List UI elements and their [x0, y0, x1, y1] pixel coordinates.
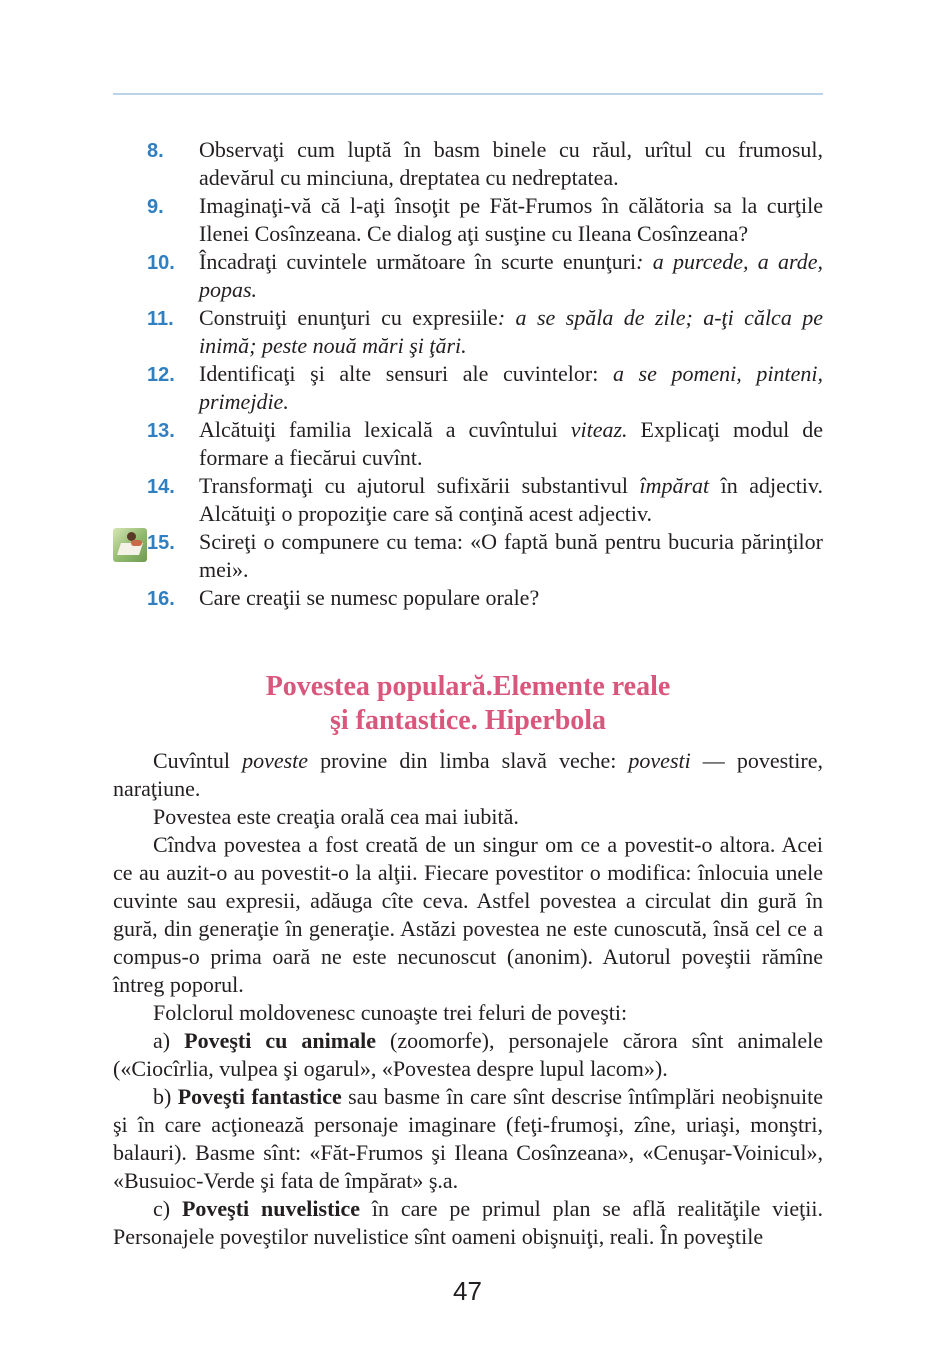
paragraph-bold: Poveşti cu animale: [184, 1028, 376, 1053]
exercise-text: Care creaţii se numesc populare orale?: [199, 585, 540, 610]
exercise-number: 15.: [147, 532, 175, 554]
exercise-item: [113, 360, 823, 416]
exercise-italic: : a se spăla de zile; a-ţi călca pe inimă; peste nouă mări şi ţări.: [199, 305, 823, 358]
exercise-item: [113, 584, 823, 612]
section-title: [113, 670, 823, 738]
exercise-italic: împărat: [639, 473, 710, 498]
paragraph-text: Folclorul moldovenesc cunoaşte trei feluri de poveşti:: [153, 1000, 628, 1025]
exercise-text: Identificaţi şi alte sensuri ale cuvintelor:: [199, 361, 613, 386]
paragraph-bold: Poveşti fantastice: [177, 1084, 342, 1109]
header-rule: [113, 93, 823, 95]
paragraph-text: a): [153, 1028, 185, 1053]
exercise-item: [113, 248, 823, 304]
paragraph-text: Povestea este creaţia orală cea mai iubită.: [153, 804, 519, 829]
exercise-item: [113, 192, 823, 248]
paragraph: [113, 831, 823, 999]
exercise-item: [113, 472, 823, 528]
body-text: [113, 747, 823, 1251]
paragraph-text: sau basme în care sînt descrise întîmplări neobişnuite şi în care acţionează personaje imaginare (feţi-frumoşi, zîne, uriaşi, monştri, balauri). Basme sînt: «Făt-Frumos şi Ileana Cosînzeana», «Cenuşar-Voinicul», «Busuioc-Verde şi fata de împărat» ş.a.: [113, 1084, 823, 1193]
exercise-text: Alcătuiţi familia lexicală a cuvîntului: [199, 417, 571, 442]
exercise-italic: viteaz.: [570, 417, 628, 442]
paragraph: [113, 803, 823, 831]
exercise-number: 11.: [147, 308, 174, 330]
paragraph: [113, 999, 823, 1027]
paragraph: [113, 1195, 823, 1251]
paragraph-italic: poveste: [242, 748, 309, 773]
section-title-line-2: şi fantastice. Hiperbola: [329, 705, 607, 736]
exercise-text: Încadraţi cuvintele următoare în scurte enunţuri: [199, 249, 637, 274]
exercise-number: 16.: [147, 588, 175, 610]
exercise-list: [113, 136, 823, 612]
exercise-text: Observaţi cum luptă în basm binele cu răul, urîtul cu frumosul, adevărul cu minciuna, dreptatea cu nedreptatea.: [199, 137, 823, 190]
section-title-line-1: Povestea populară.Elemente reale: [265, 671, 671, 702]
exercise-item: [113, 416, 823, 472]
exercise-item: [113, 528, 823, 584]
paragraph-italic: povesti: [628, 748, 691, 773]
paragraph: [113, 1027, 823, 1083]
paragraph-text: — povestire, naraţiune.: [113, 748, 824, 801]
exercise-text: Transformaţi cu ajutorul sufixării substantivul: [199, 473, 640, 498]
exercise-number: 8.: [147, 140, 164, 162]
exercise-text: Explicaţi modul de formare a fiecărui cuvînt.: [199, 417, 823, 470]
exercise-italic: : a purcede, a arde, popas.: [199, 249, 824, 302]
exercise-text: Construiţi enunţuri cu expresiile: [199, 305, 498, 330]
paragraph: [113, 1083, 823, 1195]
exercise-item: [113, 136, 823, 192]
exercise-number: 10.: [147, 252, 175, 274]
exercise-text: Scireţi o compunere cu tema: «O faptă bună pentru bucuria părinţilor mei».: [199, 529, 823, 582]
paragraph-text: în care pe primul plan se află realităţile vieţii. Personajele poveştilor nuvelistice sînt oameni obişnuiţi, reali. În poveştile: [113, 1196, 823, 1249]
exercise-text: în adjectiv. Alcătuiţi o propoziţie care să conţină acest adjectiv.: [199, 473, 823, 526]
paragraph-text: (zoomorfe), personajele cărora sînt animalele («Ciocîrlia, vulpea şi ogarul», «Povestea despre lupul lacom»).: [113, 1028, 824, 1081]
paragraph-text: c): [153, 1196, 182, 1221]
writing-child-icon: [113, 528, 147, 562]
exercise-text: Imaginaţi-vă că l-aţi însoţit pe Făt-Frumos în călătoria sa la curţile Ilenei Cosînzeana. Ce dialog aţi susţine cu Ileana Cosînzeana?: [199, 193, 823, 246]
paragraph-text: Cuvîntul: [153, 748, 243, 773]
exercise-number: 9.: [147, 196, 164, 218]
page-number: 47: [453, 1276, 482, 1306]
paragraph-text: b): [153, 1084, 178, 1109]
exercise-number: 13.: [147, 420, 175, 442]
paragraph-text: provine din limba slavă veche:: [308, 748, 629, 773]
paragraph-bold: Poveşti nuvelistice: [181, 1196, 361, 1221]
exercise-item: [113, 304, 823, 360]
paragraph: [113, 747, 823, 803]
paragraph-text: Cîndva povestea a fost creată de un singur om ce a povestit-o altora. Acei ce au auzit-o au povestit-o la alţii. Fiecare povestitor o modifica: înlocuia unele cuvinte sau expresii, adăuga cîte ceva. Astfel povestea a circulat din gură în gură, din generaţie în generaţie. Astăzi povestea ne este cunoscută, însă cel ce a compus-o prima oară ne este necunoscut (anonim). Autorul poveştii rămîne întreg poporul.: [113, 832, 823, 997]
exercise-number: 14.: [147, 476, 175, 498]
exercise-italic: a se pomeni, pinteni, primejdie.: [199, 361, 823, 414]
exercise-number: 12.: [147, 364, 175, 386]
